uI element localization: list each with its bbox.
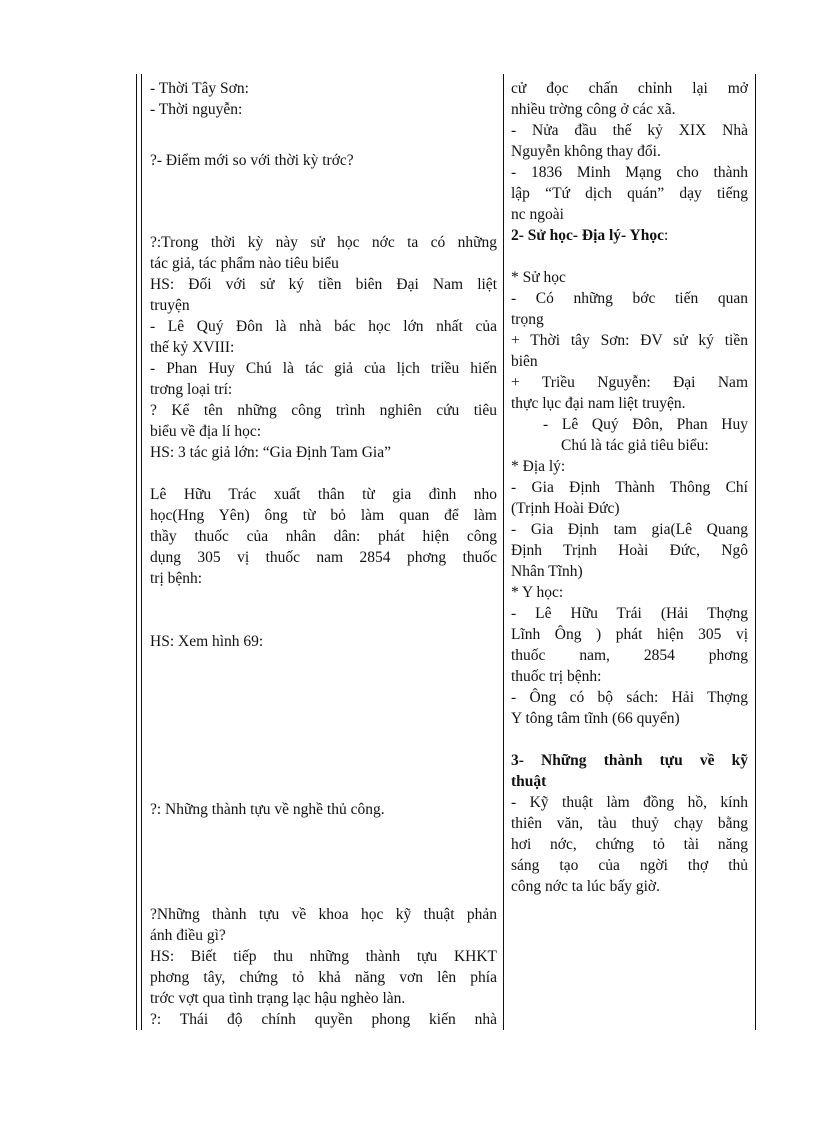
left-column	[150, 78, 497, 1030]
table-column-divider	[503, 74, 504, 1030]
text-line: biên	[511, 353, 538, 370]
text-line: - Kỹ thuật làm đồng hồ, kính	[511, 794, 748, 811]
text-line: ? Kể tên những công trình nghiên cứu tiêu	[150, 402, 497, 419]
text-line: trớc vợt qua tình trạng lạc hậu nghèo làn.	[150, 990, 406, 1007]
text-line: - Lê Quý Đôn, Phan Huy	[543, 416, 748, 433]
text-line: - Gia Định Thành Thông Chí	[511, 479, 748, 496]
text-line: Định Trịnh Hoài Đức, Ngô	[511, 542, 748, 559]
text-line: - Thời Tây Sơn:	[150, 80, 249, 97]
text-line: thầy thuốc của nhân dân: phát hiện công	[150, 528, 497, 545]
text-line: * Địa lý:	[511, 458, 566, 475]
text-line: cử đọc chấn chỉnh lại mở	[511, 80, 748, 97]
text-line: HS: Biết tiếp thu những thành tựu KHKT	[150, 948, 497, 965]
text-line: ?Những thành tựu về khoa học kỹ thuật phản	[150, 906, 497, 923]
text-line: (Trịnh Hoài Đức)	[511, 500, 620, 517]
text-line: lập “Tứ dịch quán” dạy tiếng	[511, 185, 748, 202]
text-line: + Triều Nguyễn: Đại Nam	[511, 374, 748, 391]
text-line: - Gia Định tam gia(Lê Quang	[511, 521, 748, 538]
text-line: học(Hng Yên) ông từ bỏ làm quan để làm	[150, 507, 497, 524]
section-heading: thuật	[511, 773, 547, 790]
text-line: dụng 305 vị thuốc nam 2854 phơng thuốc	[150, 549, 497, 566]
table-border-left-inner	[141, 74, 142, 1030]
text-line: ánh điều gì?	[150, 927, 226, 944]
text-line: * Sử học	[511, 269, 566, 286]
text-line: nc ngoài	[511, 206, 564, 223]
text-line: trị bệnh:	[150, 570, 203, 587]
text-line: ?: Thái độ chính quyền phong kiến nhà	[150, 1011, 497, 1028]
text-line: ?:Trong thời kỳ này sử học nớc ta có những	[150, 234, 497, 251]
text-line: thuốc nam, 2854 phơng	[511, 647, 748, 664]
text-line: tác giả, tác phẩm nào tiêu biểu	[150, 255, 339, 272]
section-heading-colon: :	[663, 227, 669, 244]
text-line: + Thời tây Sơn: ĐV sử ký tiền	[511, 332, 748, 349]
text-line: trơng loại trí:	[150, 381, 233, 398]
text-line: trọng	[511, 311, 544, 328]
text-line: thiên văn, tàu thuỷ chạy bằng	[511, 815, 748, 832]
text-line: Nhân Tĩnh)	[511, 563, 583, 580]
table-border-right	[755, 74, 756, 1030]
text-line: thực lục đại nam liệt truyện.	[511, 395, 686, 412]
text-line: - Thời nguyễn:	[150, 101, 243, 118]
text-line: hơi nớc, chứng tỏ tài năng	[511, 836, 748, 853]
text-line: Y tông tâm tĩnh (66 quyển)	[511, 710, 680, 727]
text-line: Lê Hữu Trác xuất thân từ gia đình nho	[150, 486, 497, 503]
text-line: - Lê Quý Đôn là nhà bác học lớn nhất của	[150, 318, 497, 335]
text-line: nhiều trờng công ở các xã.	[511, 101, 676, 118]
text-line: công nớc ta lúc bấy giờ.	[511, 878, 660, 895]
text-line: HS: 3 tác giả lớn: “Gia Định Tam Gia”	[150, 444, 391, 461]
text-line: truyện	[150, 297, 190, 314]
text-line: - Nửa đầu thế kỷ XIX Nhà	[511, 122, 748, 139]
text-line: - Ông có bộ sách: Hải Thợng	[511, 689, 748, 706]
text-line: thế kỷ XVIII:	[150, 339, 235, 356]
text-line: HS: Đối với sử ký tiền biên Đại Nam liệt	[150, 276, 497, 293]
text-line: phơng tây, chứng tỏ khả năng vơn lên phía	[150, 969, 497, 986]
text-line: - 1836 Minh Mạng cho thành	[511, 164, 748, 181]
section-heading-text: 2- Sử học- Địa lý- Yhọc	[511, 227, 664, 244]
text-line: Chú là tác giả tiêu biểu:	[561, 437, 709, 454]
text-line: ?- Điểm mới so với thời kỳ trớc?	[150, 152, 354, 169]
text-line: HS: Xem hình 69:	[150, 633, 264, 650]
text-line: biểu về địa lí học:	[150, 423, 262, 440]
text-line: ?: Những thành tựu về nghề thủ công.	[150, 801, 385, 818]
text-line: - Lê Hữu Trái (Hải Thợng	[511, 605, 748, 622]
text-line: sáng tạo của ngời thợ thủ	[511, 857, 748, 874]
text-line: thuốc trị bệnh:	[511, 668, 602, 685]
text-line: - Có những bớc tiến quan	[511, 290, 748, 307]
text-line: Lĩnh Ông ) phát hiện 305 vị	[511, 626, 748, 643]
section-heading	[511, 225, 748, 246]
section-heading: 3- Những thành tựu về kỹ	[511, 752, 748, 769]
text-line: * Y học:	[511, 584, 564, 601]
text-line: - Phan Huy Chú là tác giả của lịch triều hiến	[150, 360, 497, 377]
text-line: Nguyễn không thay đổi.	[511, 143, 661, 160]
table-border-left-outer	[136, 74, 137, 1030]
right-column	[511, 78, 748, 897]
